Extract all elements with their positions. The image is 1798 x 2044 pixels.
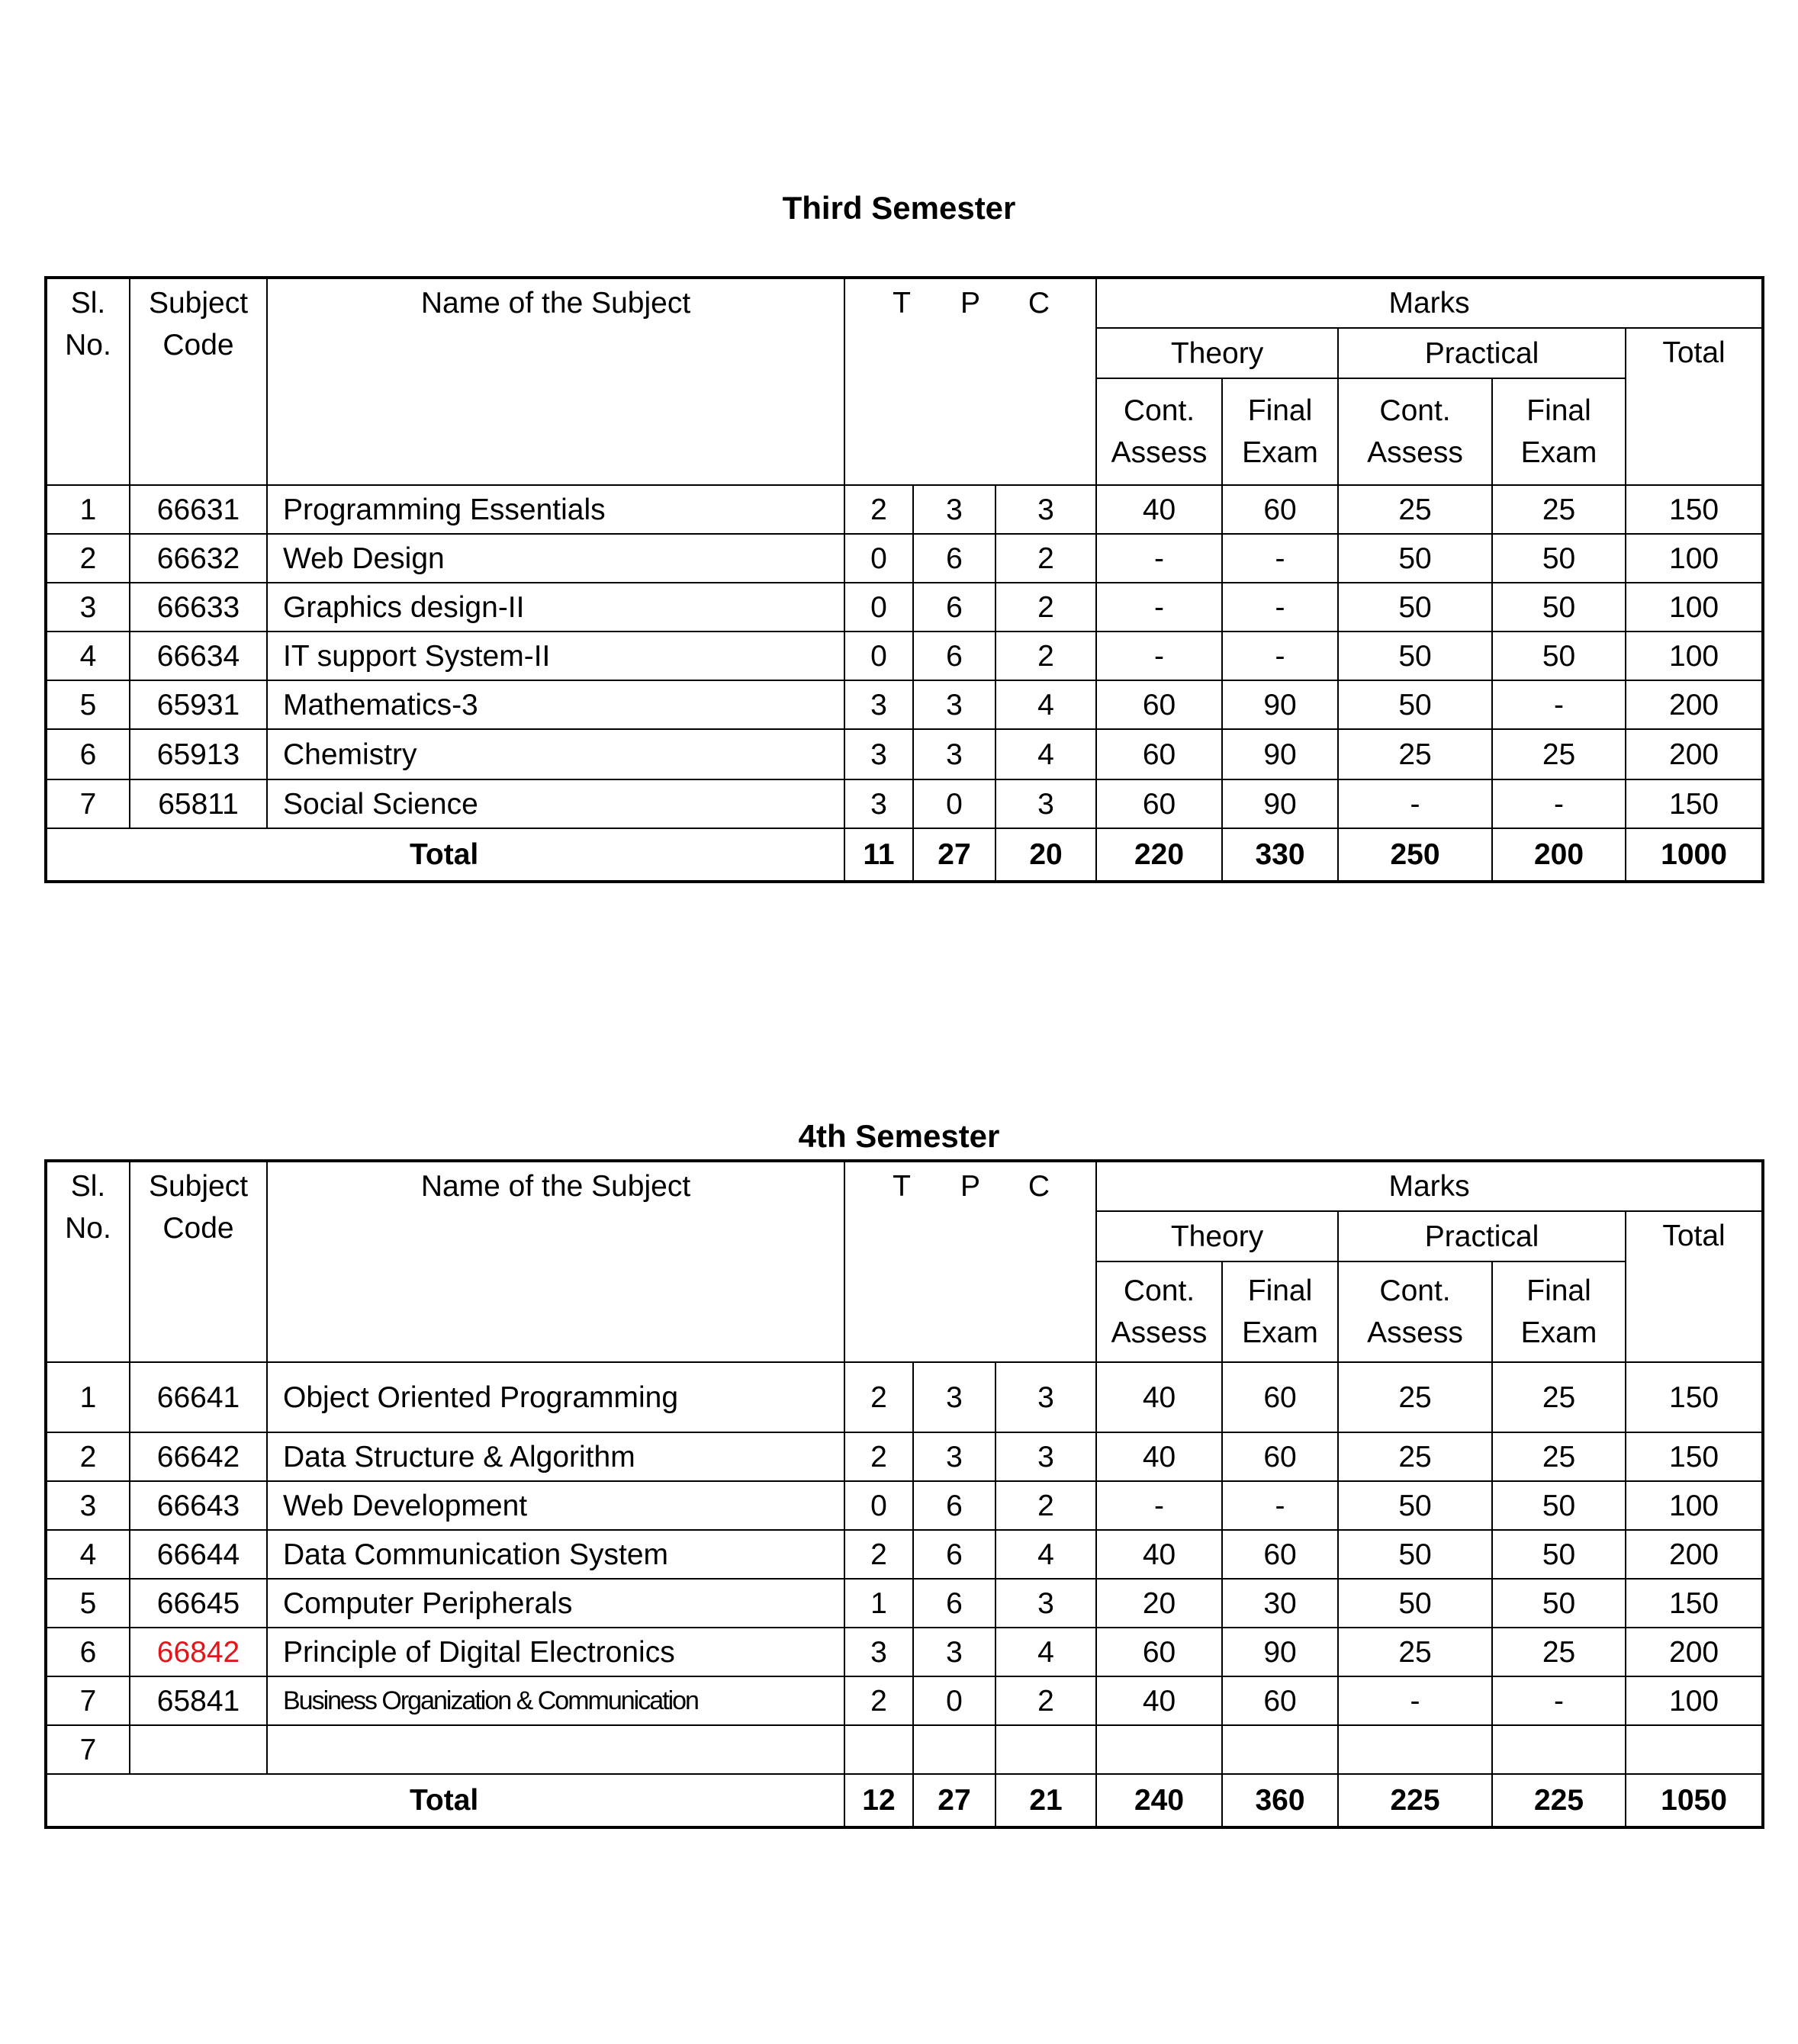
c-cell: 2 (995, 534, 1096, 583)
theory-final-cell: 60 (1222, 1676, 1338, 1725)
p-cell: 3 (913, 1628, 995, 1676)
theory-final-exam-header: Final Exam (1222, 1261, 1338, 1362)
theory-cont-cell: - (1096, 1481, 1222, 1530)
t-cell: 0 (844, 632, 913, 680)
practical-cont-cell: - (1338, 1676, 1492, 1725)
subject-name-cell: Data Communication System (267, 1530, 844, 1579)
sl-no-header: Sl. No. (46, 278, 130, 485)
theory-cont-cell: 60 (1096, 680, 1222, 729)
practical-cont-cell: 50 (1338, 534, 1492, 583)
practical-cont-cell: 50 (1338, 1530, 1492, 1579)
practical-final-cell: 25 (1492, 1628, 1626, 1676)
theory-cont-cell: 40 (1096, 1676, 1222, 1725)
total-t-cell: 11 (844, 828, 913, 882)
sl-no-cell: 6 (46, 729, 130, 779)
total-pf-cell: 225 (1492, 1774, 1626, 1827)
theory-cont-cell: 20 (1096, 1579, 1222, 1628)
practical-final-cell: 25 (1492, 485, 1626, 534)
p-cell: 3 (913, 729, 995, 779)
subject-name-header: Name of the Subject (267, 278, 844, 485)
sl-no-cell: 7 (46, 779, 130, 828)
row-total-cell: 200 (1626, 729, 1763, 779)
practical-final-cell: - (1492, 1676, 1626, 1725)
subject-name-cell: Chemistry (267, 729, 844, 779)
subject-name-cell: IT support System-II (267, 632, 844, 680)
practical-cont-cell: 25 (1338, 1432, 1492, 1481)
t-cell (844, 1725, 913, 1774)
subject-code-cell: 66842 (130, 1628, 267, 1676)
fourth-semester-table (44, 1159, 1764, 1829)
subject-code-cell: 66645 (130, 1579, 267, 1628)
theory-final-cell: - (1222, 583, 1338, 632)
subject-code-cell: 66642 (130, 1432, 267, 1481)
theory-cont-cell: - (1096, 534, 1222, 583)
theory-final-cell: 60 (1222, 485, 1338, 534)
practical-cont-assess-header: Cont. Assess (1338, 1261, 1492, 1362)
table-row (46, 1676, 1763, 1725)
theory-cont-cell: 60 (1096, 729, 1222, 779)
total-c-cell: 20 (995, 828, 1096, 882)
practical-header: Practical (1338, 1211, 1626, 1261)
total-t-cell: 12 (844, 1774, 913, 1827)
practical-final-cell: 50 (1492, 1530, 1626, 1579)
theory-final-cell (1222, 1725, 1338, 1774)
t-cell: 0 (844, 583, 913, 632)
p-cell: 6 (913, 1530, 995, 1579)
total-p-cell: 27 (913, 828, 995, 882)
sl-no-header: Sl. No. (46, 1161, 130, 1362)
practical-cont-cell: 50 (1338, 1579, 1492, 1628)
row-total-cell: 100 (1626, 534, 1763, 583)
sl-no-cell: 2 (46, 1432, 130, 1481)
practical-final-cell (1492, 1725, 1626, 1774)
practical-cont-cell: 25 (1338, 485, 1492, 534)
t-cell: 3 (844, 729, 913, 779)
row-total-cell: 100 (1626, 1676, 1763, 1725)
sl-no-cell: 3 (46, 583, 130, 632)
sl-no-cell: 2 (46, 534, 130, 583)
row-total-cell: 150 (1626, 1432, 1763, 1481)
row-total-cell: 100 (1626, 632, 1763, 680)
c-cell: 3 (995, 1362, 1096, 1432)
sl-no-cell: 5 (46, 680, 130, 729)
practical-cont-cell (1338, 1725, 1492, 1774)
practical-final-cell: 25 (1492, 1362, 1626, 1432)
theory-header: Theory (1096, 1211, 1338, 1261)
theory-final-cell: - (1222, 632, 1338, 680)
t-cell: 0 (844, 534, 913, 583)
totals-row (46, 1774, 1763, 1827)
total-c-cell: 21 (995, 1774, 1096, 1827)
c-cell: 2 (995, 1481, 1096, 1530)
sl-no-cell: 1 (46, 485, 130, 534)
row-total-cell: 100 (1626, 1481, 1763, 1530)
sl-no-cell: 1 (46, 1362, 130, 1432)
row-total-cell: 200 (1626, 1628, 1763, 1676)
table-row (46, 779, 1763, 828)
theory-cont-cell: 40 (1096, 1362, 1222, 1432)
practical-final-cell: 50 (1492, 583, 1626, 632)
subject-code-header: Subject Code (130, 1161, 267, 1362)
practical-cont-cell: 50 (1338, 583, 1492, 632)
subject-name-cell: Computer Peripherals (267, 1579, 844, 1628)
practical-cont-cell: 50 (1338, 632, 1492, 680)
total-tc-cell: 240 (1096, 1774, 1222, 1827)
t-cell: 2 (844, 1362, 913, 1432)
subject-code-cell: 65931 (130, 680, 267, 729)
sl-no-cell: 4 (46, 1530, 130, 1579)
table-row (46, 632, 1763, 680)
c-cell: 3 (995, 1432, 1096, 1481)
row-total-cell: 200 (1626, 680, 1763, 729)
c-cell: 4 (995, 729, 1096, 779)
practical-final-cell: 50 (1492, 1579, 1626, 1628)
total-total-cell: 1000 (1626, 828, 1763, 882)
practical-final-cell: 50 (1492, 534, 1626, 583)
theory-cont-cell: - (1096, 583, 1222, 632)
subject-name-cell: Social Science (267, 779, 844, 828)
sl-no-cell: 6 (46, 1628, 130, 1676)
p-cell: 6 (913, 583, 995, 632)
t-cell: 2 (844, 1530, 913, 1579)
subject-code-cell: 65811 (130, 779, 267, 828)
table-row (46, 1579, 1763, 1628)
sl-no-cell: 4 (46, 632, 130, 680)
p-cell: 3 (913, 680, 995, 729)
theory-final-cell: 90 (1222, 779, 1338, 828)
practical-cont-cell: 50 (1338, 1481, 1492, 1530)
p-cell: 6 (913, 534, 995, 583)
practical-cont-cell: 25 (1338, 1362, 1492, 1432)
subject-name-cell: Web Development (267, 1481, 844, 1530)
c-cell: 4 (995, 680, 1096, 729)
theory-final-cell: - (1222, 534, 1338, 583)
practical-final-cell: 25 (1492, 1432, 1626, 1481)
theory-cont-cell: 40 (1096, 1530, 1222, 1579)
sl-no-cell: 7 (46, 1676, 130, 1725)
practical-cont-cell: 50 (1338, 680, 1492, 729)
total-tc-cell: 220 (1096, 828, 1222, 882)
theory-final-cell: 60 (1222, 1362, 1338, 1432)
theory-final-exam-header: Final Exam (1222, 378, 1338, 485)
table-row (46, 485, 1763, 534)
subject-name-cell: Object Oriented Programming (267, 1362, 844, 1432)
table-row (46, 583, 1763, 632)
subject-code-cell: 66643 (130, 1481, 267, 1530)
p-cell: 0 (913, 779, 995, 828)
practical-final-cell: 25 (1492, 729, 1626, 779)
c-cell: 3 (995, 1579, 1096, 1628)
practical-cont-cell: - (1338, 779, 1492, 828)
theory-header: Theory (1096, 328, 1338, 378)
sl-no-cell: 5 (46, 1579, 130, 1628)
third-semester-table (44, 276, 1764, 883)
p-cell: 3 (913, 485, 995, 534)
theory-cont-assess-header: Cont. Assess (1096, 1261, 1222, 1362)
p-cell: 6 (913, 1579, 995, 1628)
p-cell (913, 1725, 995, 1774)
theory-final-cell: 90 (1222, 729, 1338, 779)
row-total-cell: 100 (1626, 583, 1763, 632)
sl-no-cell: 7 (46, 1725, 130, 1774)
c-cell (995, 1725, 1096, 1774)
t-cell: 2 (844, 485, 913, 534)
t-cell: 2 (844, 1432, 913, 1481)
row-total-cell: 150 (1626, 1362, 1763, 1432)
theory-final-cell: 90 (1222, 680, 1338, 729)
total-total-cell: 1050 (1626, 1774, 1763, 1827)
row-total-cell: 150 (1626, 779, 1763, 828)
theory-cont-cell: 60 (1096, 1628, 1222, 1676)
row-total-cell: 150 (1626, 1579, 1763, 1628)
t-cell: 2 (844, 1676, 913, 1725)
t-cell: 0 (844, 1481, 913, 1530)
table-row (46, 1432, 1763, 1481)
semester-title: Third Semester (782, 190, 1016, 226)
theory-final-cell: 30 (1222, 1579, 1338, 1628)
table-row (46, 729, 1763, 779)
practical-header: Practical (1338, 328, 1626, 378)
theory-final-cell: 60 (1222, 1530, 1338, 1579)
total-tf-cell: 360 (1222, 1774, 1338, 1827)
marks-header: Marks (1096, 278, 1763, 328)
row-total-cell (1626, 1725, 1763, 1774)
subject-code-header: Subject Code (130, 278, 267, 485)
practical-final-exam-header: Final Exam (1492, 1261, 1626, 1362)
practical-final-cell: - (1492, 680, 1626, 729)
subject-code-cell: 66633 (130, 583, 267, 632)
c-cell: 3 (995, 485, 1096, 534)
total-pf-cell: 200 (1492, 828, 1626, 882)
t-cell: 3 (844, 680, 913, 729)
c-cell: 2 (995, 1676, 1096, 1725)
subject-code-cell: 65841 (130, 1676, 267, 1725)
c-cell: 2 (995, 632, 1096, 680)
t-cell: 1 (844, 1579, 913, 1628)
p-cell: 3 (913, 1362, 995, 1432)
subject-code-cell (130, 1725, 267, 1774)
c-cell: 4 (995, 1628, 1096, 1676)
table-row (46, 534, 1763, 583)
p-cell: 0 (913, 1676, 995, 1725)
c-cell: 3 (995, 779, 1096, 828)
t-cell: 3 (844, 1628, 913, 1676)
theory-cont-assess-header: Cont. Assess (1096, 378, 1222, 485)
subject-name-cell: Web Design (267, 534, 844, 583)
theory-cont-cell: 40 (1096, 485, 1222, 534)
semester-title: 4th Semester (798, 1118, 1000, 1154)
c-cell: 2 (995, 583, 1096, 632)
practical-final-cell: 50 (1492, 632, 1626, 680)
total-pc-cell: 225 (1338, 1774, 1492, 1827)
total-label: Total (46, 828, 844, 882)
subject-name-cell: Graphics design-II (267, 583, 844, 632)
theory-cont-cell: - (1096, 632, 1222, 680)
theory-final-cell: - (1222, 1481, 1338, 1530)
subject-code-cell: 66644 (130, 1530, 267, 1579)
practical-final-cell: 50 (1492, 1481, 1626, 1530)
table-row (46, 1628, 1763, 1676)
subject-code-cell: 65913 (130, 729, 267, 779)
subject-name-cell: Mathematics-3 (267, 680, 844, 729)
practical-final-exam-header: Final Exam (1492, 378, 1626, 485)
total-header: Total (1626, 1211, 1763, 1362)
theory-cont-cell: 60 (1096, 779, 1222, 828)
practical-cont-cell: 25 (1338, 729, 1492, 779)
c-cell: 4 (995, 1530, 1096, 1579)
row-total-cell: 150 (1626, 485, 1763, 534)
subject-name-header: Name of the Subject (267, 1161, 844, 1362)
subject-name-cell: Programming Essentials (267, 485, 844, 534)
total-tf-cell: 330 (1222, 828, 1338, 882)
subject-code-cell: 66634 (130, 632, 267, 680)
tpc-header: T P C (844, 278, 1096, 485)
subject-name-cell (267, 1725, 844, 1774)
p-cell: 6 (913, 632, 995, 680)
table-row (46, 1530, 1763, 1579)
total-header: Total (1626, 328, 1763, 485)
practical-final-cell: - (1492, 779, 1626, 828)
p-cell: 3 (913, 1432, 995, 1481)
theory-final-cell: 60 (1222, 1432, 1338, 1481)
total-p-cell: 27 (913, 1774, 995, 1827)
table-row (46, 680, 1763, 729)
p-cell: 6 (913, 1481, 995, 1530)
tpc-header: T P C (844, 1161, 1096, 1362)
subject-name-cell: Business Organization & Communication (267, 1676, 844, 1725)
subject-code-cell: 66631 (130, 485, 267, 534)
subject-name-cell: Principle of Digital Electronics (267, 1628, 844, 1676)
t-cell: 3 (844, 779, 913, 828)
theory-final-cell: 90 (1222, 1628, 1338, 1676)
practical-cont-cell: 25 (1338, 1628, 1492, 1676)
table-row (46, 1481, 1763, 1530)
subject-code-cell: 66641 (130, 1362, 267, 1432)
row-total-cell: 200 (1626, 1530, 1763, 1579)
totals-row (46, 828, 1763, 882)
sl-no-cell: 3 (46, 1481, 130, 1530)
theory-cont-cell (1096, 1725, 1222, 1774)
table-row (46, 1725, 1763, 1774)
theory-cont-cell: 40 (1096, 1432, 1222, 1481)
subject-name-cell: Data Structure & Algorithm (267, 1432, 844, 1481)
total-label: Total (46, 1774, 844, 1827)
subject-code-cell: 66632 (130, 534, 267, 583)
practical-cont-assess-header: Cont. Assess (1338, 378, 1492, 485)
table-row (46, 1362, 1763, 1432)
marks-header: Marks (1096, 1161, 1763, 1211)
total-pc-cell: 250 (1338, 828, 1492, 882)
